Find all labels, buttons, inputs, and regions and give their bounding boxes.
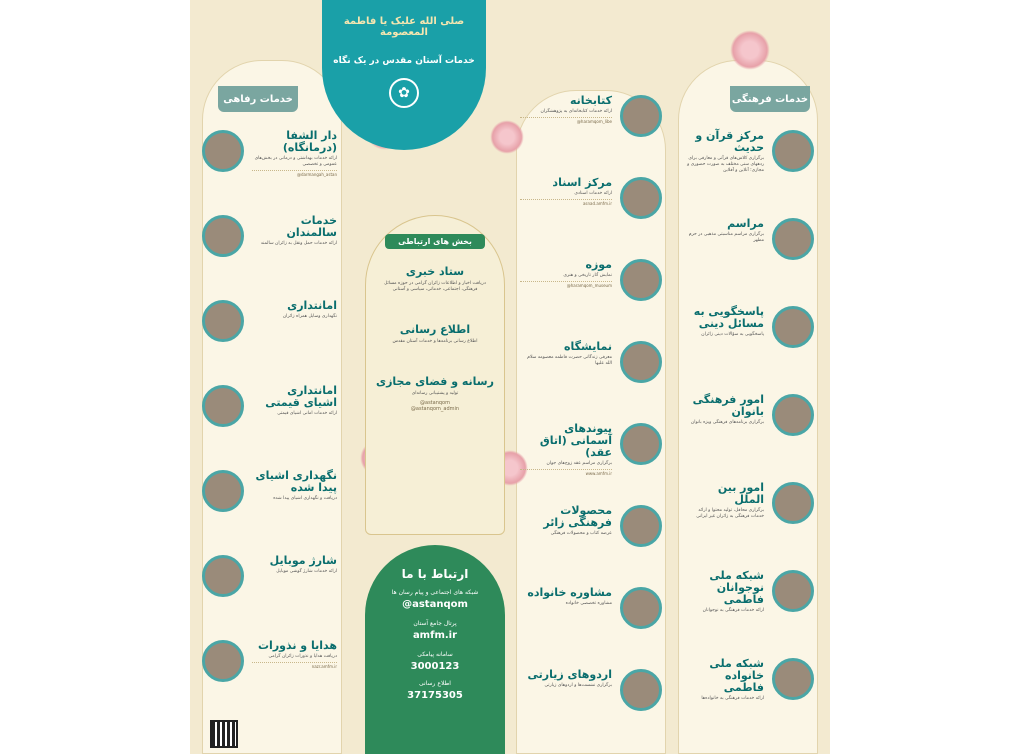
service-title: نمایشگاه — [564, 340, 612, 353]
flower-decoration — [730, 30, 770, 70]
service-title: محصولات فرهنگی زائر — [543, 504, 612, 529]
service-title: امانتداری — [287, 299, 337, 312]
media-admin-handle[interactable]: @astanqom_admin — [410, 406, 460, 412]
portal-link[interactable]: amfm.ir — [412, 630, 458, 641]
poster — [190, 0, 830, 754]
service-item — [520, 95, 612, 124]
service-title: نگهداری اشیای پیدا شده — [255, 469, 337, 494]
service-photo — [620, 669, 662, 711]
service-photo — [772, 482, 814, 524]
service-title: مراسم — [727, 217, 764, 230]
service-title: امور فرهنگی بانوان — [692, 393, 764, 418]
communication-card — [365, 215, 505, 535]
media-handle[interactable]: @astanqom — [420, 400, 450, 406]
service-desc: نمایش آثار تاریخی و هنری — [563, 273, 612, 278]
service-desc: ارائه خدمات فرهنگی به خانواده‌ها — [701, 696, 764, 701]
service-item — [686, 130, 764, 174]
service-desc: برگزاری کلاس‌های قرآنی و معارفی برای ردههای سنی مختلف به صورت حضوری و مجازی؛ آنلاین و آفلاین — [687, 156, 764, 173]
service-desc: برگزاری محافل، تولید محتوا و ارائه خدمات فرهنگی به زائران غیر ایرانی — [696, 508, 764, 519]
service-contact[interactable]: @darmangah_astan — [252, 170, 337, 177]
flower-decoration — [490, 120, 524, 154]
service-photo — [772, 658, 814, 700]
contact-card — [365, 545, 505, 754]
service-photo — [202, 300, 244, 342]
service-title: امور بین الملل — [717, 481, 764, 506]
service-photo — [202, 555, 244, 597]
service-item — [520, 177, 612, 206]
service-desc: ارائه خدمات امانی اشیای قیمتی — [277, 411, 337, 416]
service-item — [686, 658, 764, 702]
left-column-header: خدمات رفاهی — [218, 86, 298, 112]
service-item — [520, 259, 612, 288]
service-desc: پاسخگویی به سؤالات دینی زائران — [701, 332, 764, 337]
service-desc: نگهداری وسایل همراه زائران — [282, 314, 337, 319]
service-contact[interactable]: @haramqom_libe — [520, 117, 612, 124]
service-title: پاسخگویی به مسائل دینی — [693, 305, 764, 330]
service-desc: ارائه خدمات فرهنگی به نوجوانان — [702, 608, 764, 613]
service-title: مشاوره خانواده — [527, 586, 612, 599]
service-title: کتابخانه — [569, 94, 612, 107]
service-photo — [620, 587, 662, 629]
service-title: پیوندهای آسمانی (اتاق عقد) — [539, 422, 612, 459]
social-label: شبکه های اجتماعی و پیام رسان ها — [391, 589, 479, 596]
service-contact[interactable]: www.amfm.ir — [520, 469, 612, 476]
service-desc: معرفی زندگانی حضرت فاطمه معصومه سلام الله علیها — [527, 355, 612, 366]
service-photo — [772, 218, 814, 260]
service-photo — [772, 394, 814, 436]
service-contact[interactable]: asnad.amfm.ir — [520, 199, 612, 206]
service-item — [520, 669, 612, 689]
service-title: موزه — [585, 258, 612, 271]
news-title: ستاد خبری — [405, 265, 465, 278]
service-desc: ارائه خدمات کتابخانه‌ای به پژوهشگران — [540, 109, 612, 114]
service-desc: برگزاری مراسم مناسبتی مذهبی در حرم مطهر — [688, 232, 764, 243]
service-item — [252, 555, 337, 575]
service-desc: مشاوره تخصصی خانواده — [565, 601, 612, 606]
service-photo — [772, 130, 814, 172]
service-title: اردوهای زیارتی — [527, 668, 612, 681]
service-item — [252, 300, 337, 320]
service-title: خدمات سالمندان — [286, 214, 337, 239]
service-item — [686, 570, 764, 614]
service-photo — [202, 470, 244, 512]
service-photo — [772, 570, 814, 612]
service-title: شبکه ملی نوجوانان فاطمی — [709, 569, 764, 606]
service-title: شبکه ملی خانواده فاطمی — [709, 657, 764, 694]
service-photo — [202, 385, 244, 427]
service-title: مرکز قرآن و حدیث — [695, 129, 764, 154]
media-title: رسانه و فضای مجازی — [376, 375, 494, 388]
phone-number[interactable]: 37175305 — [407, 690, 463, 701]
service-title: مرکز اسناد — [552, 176, 612, 189]
service-desc: ارائه خدمات اسنادی — [574, 191, 612, 196]
service-photo — [620, 341, 662, 383]
service-item — [520, 423, 612, 476]
info-title: اطلاع رسانی — [399, 323, 471, 336]
service-photo — [202, 640, 244, 682]
service-item — [252, 130, 337, 177]
social-handle[interactable]: @astanqom — [402, 599, 468, 610]
service-title: شارژ موبایل — [269, 554, 337, 567]
service-photo — [620, 423, 662, 465]
service-item — [520, 587, 612, 607]
news-desc: دریافت اخبار و اطلاعات زائران گرامی در حوزه مسائل فرهنگی، اجتماعی، خدماتی، سیاسی و آستانی — [384, 281, 486, 292]
service-desc: برگزاری نشست‌ها و اردوهای زیارتی — [544, 683, 612, 688]
service-item — [252, 640, 337, 669]
calligraphy-title: صلی الله علیک یا فاطمة المعصومة — [343, 16, 465, 38]
service-contact[interactable]: @haramqom_museum — [520, 281, 612, 288]
service-item — [686, 394, 764, 426]
service-photo — [772, 306, 814, 348]
service-desc: ارائه خدمات بهداشتی و درمانی در بخش‌های عمومی و تخصصی — [254, 156, 337, 167]
service-desc: دریافت و نگهداری اشیای پیدا شده — [273, 496, 337, 501]
service-photo — [620, 95, 662, 137]
banner-subtitle: خدمات آستان مقدس در یک نگاه — [333, 56, 475, 66]
service-photo — [202, 215, 244, 257]
service-desc: دریافت هدایا و نذورات زائران گرامی — [268, 654, 337, 659]
service-item — [686, 306, 764, 338]
service-title: امانتداری اشیای قیمتی — [265, 384, 337, 409]
service-photo — [620, 259, 662, 301]
media-desc: تولید و پشتیبانی رسانه‌ای — [411, 391, 459, 396]
service-item — [520, 341, 612, 367]
service-item — [252, 470, 337, 502]
info-desc: اطلاع رسانی برنامه‌ها و خدمات آستان مقدس — [392, 339, 478, 344]
service-item — [686, 482, 764, 520]
service-photo — [620, 505, 662, 547]
service-item — [520, 505, 612, 537]
service-item — [252, 215, 337, 247]
service-desc: برگزاری برنامه‌های فرهنگی ویژه بانوان — [690, 420, 764, 425]
communication-header: بخش های ارتباطی — [385, 234, 485, 249]
service-photo — [202, 130, 244, 172]
service-title: هدایا و نذورات — [258, 639, 337, 652]
service-contact[interactable]: nazr.amfm.ir — [252, 662, 337, 669]
service-desc: ارائه خدمات شارژ گوشی موبایل — [276, 569, 337, 574]
emblem-icon: ✿ — [389, 78, 419, 108]
service-title: دار الشفا (درمانگاه) — [282, 129, 337, 154]
service-photo — [620, 177, 662, 219]
service-desc: برگزاری مراسم عقد زوج‌های جوان — [546, 461, 612, 466]
qr-code[interactable] — [210, 720, 238, 748]
service-desc: ارائه خدمات حمل ونقل به زائران سالمند — [260, 241, 337, 246]
service-item — [686, 218, 764, 244]
title-banner — [322, 0, 486, 150]
service-item — [252, 385, 337, 417]
portal-label: پرتال جامع آستان — [413, 620, 457, 627]
phone-label: اطلاع رسانی — [419, 680, 451, 687]
sms-number[interactable]: 3000123 — [410, 661, 460, 672]
service-desc: عرضه کتاب و محصولات فرهنگی — [550, 531, 612, 536]
right-column-header: خدمات فرهنگی — [730, 86, 810, 112]
contact-header: ارتباط با ما — [401, 567, 469, 581]
sms-label: سامانه پیامکی — [417, 651, 453, 658]
